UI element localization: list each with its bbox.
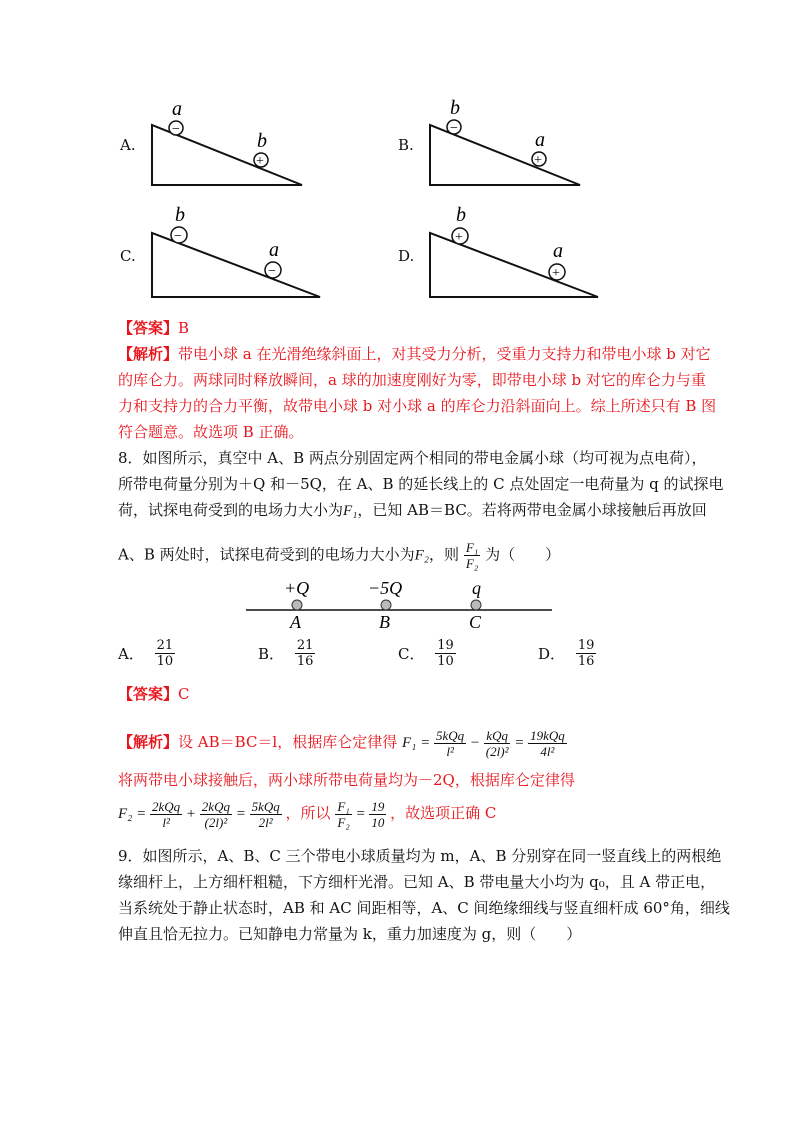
q8-stem-line-2: 所带电荷量分别为＋Q 和－5Q，在 A、B 的延长线上的 C 点处固定一电荷量为 q 的试探电 (118, 475, 724, 493)
point-label: C (469, 612, 482, 632)
charge-sign: + (455, 230, 463, 245)
ball-label: a (269, 239, 279, 261)
f2-symbol: F₂ (414, 547, 430, 564)
q9-stem-line-2: 缘细杆上，上方细杆粗糙，下方细杆光滑。已知 A、B 带电量大小均为 q₀，且 A 带正电， (118, 873, 716, 891)
charge-label: +Q (284, 578, 310, 598)
q8-option-a: A． $\frac{21}{10}$ (118, 638, 174, 669)
q9-stem-line-1: 9．如图所示，A、B、C 三个带电小球质量均为 m，A、B 分别穿在同一竖直线上的两根绝 (118, 847, 722, 865)
q8-analysis-line-2: 将两带电小球接触后，两小球所带电荷量均为－2Q，根据库仑定律得 (118, 771, 575, 789)
q7-answer (118, 318, 189, 338)
charge-label: −5Q (368, 578, 403, 598)
charge-label: q (472, 578, 481, 598)
answer-label: 【答案】 (118, 319, 179, 337)
point-label: A (290, 612, 301, 632)
charge-sign: + (256, 154, 264, 169)
ball-label: a (553, 240, 563, 262)
option-letter: C. (120, 247, 136, 265)
incline-diagram (140, 205, 330, 305)
incline-diagram (418, 95, 598, 195)
q7-analysis-line-3: 力和支持力的合力平衡，故带电小球 b 对小球 a 的库仑力沿斜面向上。综上所述只有 B 图 (118, 397, 717, 415)
charge-sign: + (534, 153, 542, 168)
f1-symbol: F₁ (343, 503, 358, 519)
q7-analysis-line-2: 的库仑力。两球同时释放瞬间，a 球的加速度刚好为零，即带电小球 b 对它的库仑力与重 (118, 371, 706, 389)
q8-stem-line-1: 8．如图所示，真空中 A、B 两点分别固定两个相同的带电金属小球（均可视为点电荷）， (118, 449, 707, 467)
q7-analysis-line-1: 【解析】带电小球 a 在光滑绝缘斜面上，对其受力分析，受重力支持力和带电小球 b 对它 (118, 345, 711, 363)
q8-answer: 【答案】C (118, 685, 190, 703)
q8-option-d: D． $\frac{19}{16}$ (538, 638, 595, 669)
q8-stem-line-3: 荷，试探电荷受到的电场力大小为F₁，已知 AB＝BC。若将两带电金属小球接触后再放回 (118, 501, 707, 519)
incline-diagram (140, 95, 320, 195)
q8-option-b: B． $\frac{21}{16}$ (258, 638, 314, 669)
charge-sign: − (174, 229, 182, 244)
equation-f1: F₁ = $\frac{\text{5kQq}}{\text{l²}}$ − $\frac{\text{kQq}}{\text{(2l)²}}$ = $\frac{\text{19kQq}}{\text{4l²}}$ (402, 728, 565, 760)
q7-analysis-line-4: 符合题意。故选项 B 正确。 (118, 423, 304, 441)
charge-sign: + (552, 266, 560, 281)
q8-analysis-line-1: 【解析】设 AB＝BC＝l，根据库仑定律得 F₁ = $\frac{\text{5kQq}}{\text{l²}}$ − $\frac{\text{kQq}}{\text{(2l)²}}$ = $\frac{\text{19kQq}}{\text{4l²}}$ (118, 728, 565, 760)
q8-stem-line-4: A、B 两处时，试探电荷受到的电场力大小为F₂，则 $\frac{\text{F₁}}{\text{F₂}}$ 为（ ） (118, 540, 561, 571)
option-letter: B. (398, 136, 414, 154)
ball-label: b (450, 97, 460, 119)
ball-label: b (456, 205, 466, 226)
option-letter: D. (398, 247, 415, 265)
analysis-label: 【解析】 (118, 345, 179, 363)
q9-stem-line-3: 当系统处于静止状态时，AB 和 AC 间距相等，A、C 间绝缘细线与竖直细杆成 60°角，细线 (118, 899, 730, 917)
charge-sign: − (268, 264, 276, 279)
q8-option-c: C． $\frac{19}{10}$ (398, 638, 454, 669)
q8-analysis-line-3: F₂ = $\frac{\text{2kQq}}{\text{l²}}$ + $\frac{\text{2kQq}}{\text{(2l)²}}$ = $\frac{\text{5kQq}}{\text{2l²}}$ ，所以 $\frac{\text{F₁}}{\text{F₂}}$ = $\frac{19}{10}$ ，故选项正确 C (118, 799, 497, 831)
f1-over-f2: $\frac{\text{F₁}}{\text{F₂}}$ (465, 540, 479, 571)
option-letter: A. (120, 136, 136, 154)
ball-label: a (535, 129, 545, 151)
ball-label: b (257, 130, 267, 152)
ball-label: a (172, 98, 182, 120)
equation-f2: F₂ = $\frac{\text{2kQq}}{\text{l²}}$ + $\frac{\text{2kQq}}{\text{(2l)²}}$ = $\frac{\text{5kQq}}{\text{2l²}}$ (118, 799, 280, 831)
answer-value: B (178, 319, 190, 337)
charge-sign: − (172, 122, 180, 137)
ball-label: b (175, 205, 185, 226)
point-label: B (379, 612, 390, 632)
q8-charge-line-diagram (240, 572, 560, 632)
incline-diagram (418, 205, 608, 305)
charge-sign: − (450, 121, 458, 136)
q9-stem-line-4: 伸直且恰无拉力。已知静电力常量为 k，重力加速度为 g，则（ ） (118, 925, 582, 943)
